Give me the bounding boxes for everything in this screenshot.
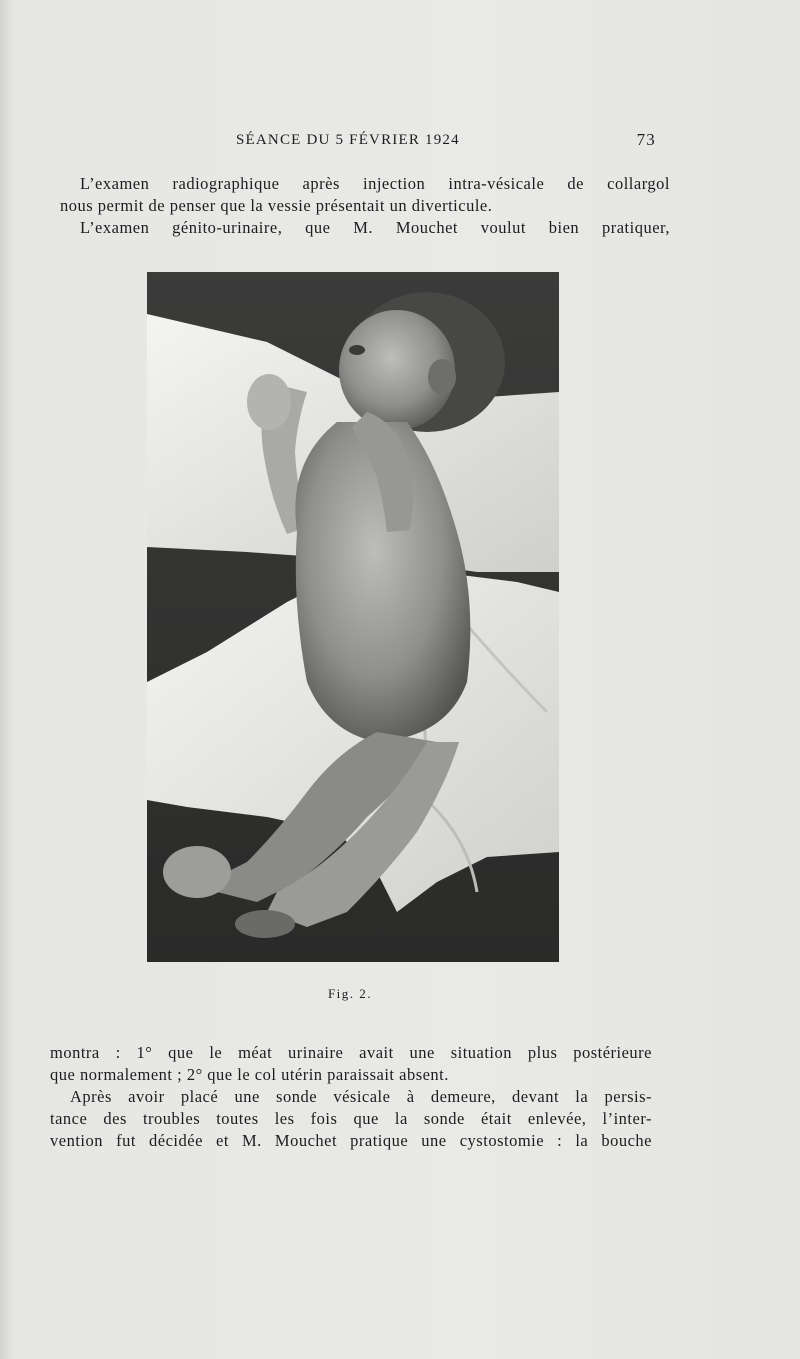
text-line: montra : 1° que le méat urinaire avait une situation plus postérieure bbox=[50, 1043, 652, 1062]
running-title: SÉANCE DU 5 FÉVRIER 1924 bbox=[236, 132, 460, 148]
figure-photograph bbox=[147, 272, 559, 962]
text-line: L’examen génito-urinaire, que M. Mouchet voulut bien pratiquer, bbox=[80, 218, 670, 237]
paragraph-top bbox=[60, 173, 670, 239]
text-line: que normalement ; 2° que le col utérin paraissait absent. bbox=[50, 1065, 449, 1084]
running-header bbox=[236, 130, 656, 152]
text-line: L’examen radiographique après injection intra-vésicale de collargol bbox=[80, 174, 670, 193]
page-number: 73 bbox=[636, 130, 656, 149]
infant-photograph bbox=[147, 272, 559, 962]
figure-caption: Fig. 2. bbox=[327, 986, 373, 1001]
text-line: vention fut décidée et M. Mouchet pratique une cystostomie : la bouche bbox=[50, 1131, 652, 1150]
text-line: Après avoir placé une sonde vésicale à demeure, devant la persis- bbox=[70, 1087, 652, 1106]
text-line: nous permit de penser que la vessie présentait un diverticule. bbox=[60, 196, 493, 215]
text-line: tance des troubles toutes les fois que la sonde était enlevée, l’inter- bbox=[50, 1109, 652, 1128]
paragraph-bottom bbox=[50, 1042, 652, 1152]
